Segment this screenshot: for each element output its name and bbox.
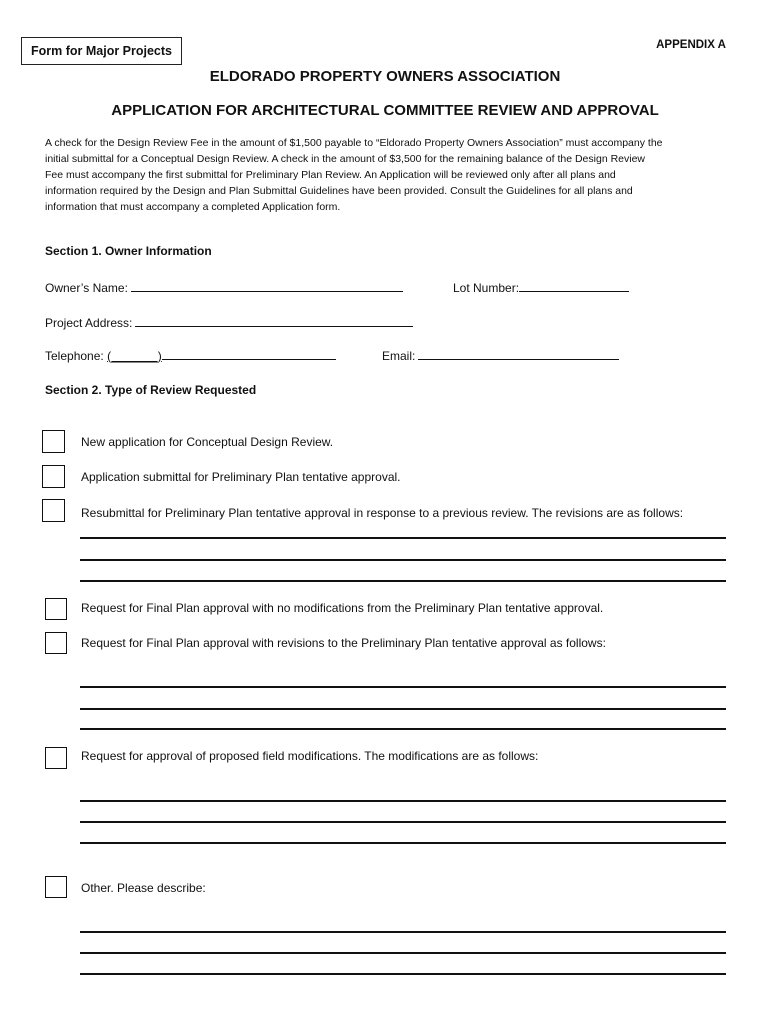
telephone-label: Telephone: [45, 349, 104, 363]
lot-number-field[interactable] [453, 279, 629, 295]
option-label: Resubmittal for Preliminary Plan tentative approval in response to a previous review. The revisions are as follows: [81, 506, 684, 520]
option-final-revisions-checkbox[interactable] [45, 632, 67, 654]
option-label: Request for Final Plan approval with no modifications from the Preliminary Plan tentative approval. [81, 601, 604, 615]
intro-line: information that must accompany a completed Application form. [45, 201, 341, 213]
email-line[interactable] [418, 347, 619, 360]
describe-line[interactable] [80, 973, 726, 975]
option-label: Request for approval of proposed field modifications. The modifications are as follows: [81, 749, 539, 763]
option-label: New application for Conceptual Design Review. [81, 435, 334, 449]
project-address-field[interactable] [45, 314, 413, 330]
describe-line[interactable] [80, 931, 726, 933]
section1-heading: Section 1. Owner Information [45, 244, 212, 258]
modifications-line[interactable] [80, 800, 726, 802]
describe-line[interactable] [80, 952, 726, 954]
option-other-checkbox[interactable] [45, 876, 67, 898]
option-label: Request for Final Plan approval with revisions to the Preliminary Plan tentative approval as follows: [81, 636, 606, 650]
option-resubmittal-checkbox[interactable] [42, 499, 65, 522]
intro-paragraph [45, 135, 735, 215]
project-address-line[interactable] [135, 314, 413, 327]
option-conceptual-checkbox[interactable] [42, 430, 65, 453]
appendix-label: APPENDIX A [656, 39, 726, 51]
modifications-line[interactable] [80, 842, 726, 844]
option-preliminary-checkbox[interactable] [42, 465, 65, 488]
project-address-label: Project Address: [45, 316, 133, 330]
intro-line: A check for the Design Review Fee in the amount of $1,500 payable to “Eldorado Property Owners Association” must accompany the [45, 137, 663, 149]
telephone-line[interactable] [162, 347, 336, 360]
revisions-line[interactable] [80, 686, 726, 688]
area-code-paren[interactable]: (_______) [107, 349, 162, 363]
option-label: Other. Please describe: [81, 881, 206, 895]
revisions-line[interactable] [80, 580, 726, 582]
owner-name-field[interactable] [45, 279, 403, 295]
intro-line: Fee must accompany the first submittal for Preliminary Plan Review. An Application will be reviewed only after all plans and [45, 169, 616, 181]
lot-number-label: Lot Number: [453, 281, 520, 295]
lot-number-line[interactable] [519, 279, 629, 292]
option-field-mods-checkbox[interactable] [45, 747, 67, 769]
revisions-line[interactable] [80, 537, 726, 539]
application-title: APPLICATION FOR ARCHITECTURAL COMMITTEE REVIEW AND APPROVAL [111, 102, 659, 119]
email-label: Email: [382, 349, 416, 363]
option-label: Application submittal for Preliminary Plan tentative approval. [81, 470, 401, 484]
intro-line: information required by the Design and Plan Submittal Guidelines have been provided. Consult the Guidelines for all plans and [45, 185, 633, 197]
owner-name-label: Owner’s Name: [45, 281, 128, 295]
intro-line: initial submittal for a Conceptual Design Review. A check in the amount of $3,500 for the remaining balance of the Design Review [45, 153, 646, 165]
section2-heading: Section 2. Type of Review Requested [45, 383, 257, 397]
revisions-line[interactable] [80, 708, 726, 710]
revisions-line[interactable] [80, 559, 726, 561]
form-type-tag: Form for Major Projects [21, 37, 182, 65]
option-final-no-mods-checkbox[interactable] [45, 598, 67, 620]
email-field[interactable] [382, 347, 619, 363]
revisions-line[interactable] [80, 728, 726, 730]
telephone-field[interactable] [45, 347, 336, 363]
modifications-line[interactable] [80, 821, 726, 823]
association-title: ELDORADO PROPERTY OWNERS ASSOCIATION [209, 68, 561, 85]
owner-name-line[interactable] [131, 279, 403, 292]
